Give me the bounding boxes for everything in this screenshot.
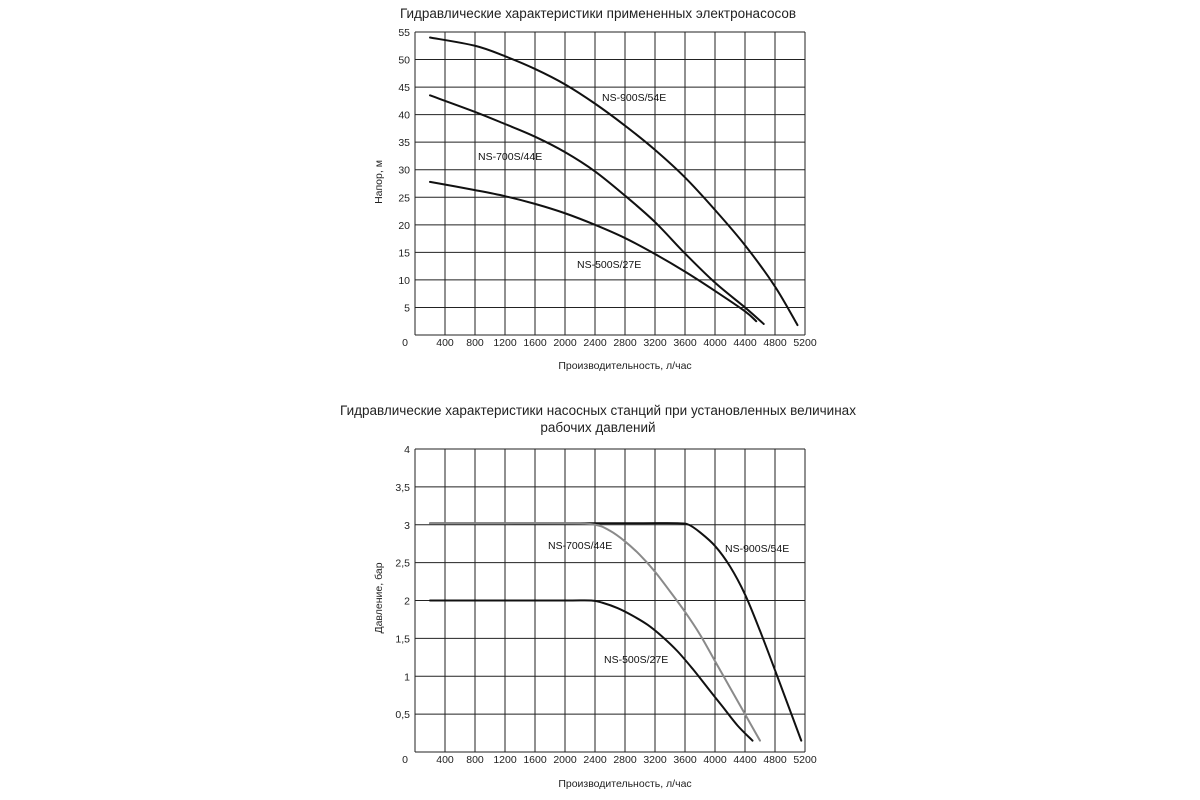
pressure-chart-y-tick-label: 3,5 <box>395 481 410 494</box>
pressure-chart-x-tick-label: 3200 <box>643 754 667 766</box>
pressure-chart-x-tick-label: 4000 <box>703 754 727 766</box>
head-chart-y-tick-label: 15 <box>398 247 410 260</box>
head-chart-x-tick-label: 1200 <box>493 337 517 349</box>
pressure-chart-y-tick-label: 1,5 <box>395 633 410 646</box>
head-chart-series-line-ns-900s-54e <box>430 38 798 326</box>
pressure-chart-x-ticks <box>436 754 817 766</box>
head-chart-x-tick-label: 1600 <box>523 337 547 349</box>
pressure-chart-y-tick-label: 3 <box>404 519 410 532</box>
pressure-chart-curves <box>430 523 801 741</box>
pressure-chart-x-tick-label: 5200 <box>793 754 817 766</box>
pressure-chart-series-line-ns-500s-27e <box>430 600 753 740</box>
head-chart-x-tick-label: 4400 <box>733 337 757 349</box>
pressure-chart-x-tick-label: 3600 <box>673 754 697 766</box>
pressure-chart-series-line-ns-900s-54e <box>430 523 801 741</box>
head-chart-y-tick-label: 40 <box>398 109 410 122</box>
pressure-chart-y-ticks <box>395 444 410 721</box>
pressure-chart-y-tick-label: 0,5 <box>395 709 410 722</box>
head-chart-y-tick-label: 50 <box>398 54 410 67</box>
head-chart-x-tick-label: 4800 <box>763 337 787 349</box>
head-chart-title: Гидравлические характеристики примененных электронасосов <box>399 6 797 21</box>
head-chart-x-tick-label: 800 <box>466 337 484 349</box>
pressure-chart-y-tick-label: 2 <box>404 595 410 608</box>
head-chart-curves <box>430 38 798 326</box>
head-chart-series-label-ns700: NS-700S/44E <box>478 151 543 163</box>
head-chart-x-tick-label: 4000 <box>703 337 727 349</box>
head-chart-x-tick-label: 400 <box>436 337 454 349</box>
pressure-chart-x-tick-label: 4800 <box>763 754 787 766</box>
head-chart-y-tick-label: 20 <box>398 219 410 232</box>
pressure-chart-x-tick-label: 1200 <box>493 754 517 766</box>
pressure-chart-x-tick-label: 2400 <box>583 754 607 766</box>
head-chart-x-tick-label: 2400 <box>583 337 607 349</box>
head-chart-x-axis-label: Производительность, л/час <box>558 360 692 372</box>
pressure-chart-y-tick-label: 2,5 <box>395 557 410 570</box>
head-chart-y-tick-label: 30 <box>398 164 410 177</box>
head-chart-y-tick-label: 10 <box>398 274 410 287</box>
pressure-chart-x-tick-label: 2800 <box>613 754 637 766</box>
head-chart-y-ticks <box>398 27 410 314</box>
head-chart <box>373 6 817 372</box>
pressure-chart-x-axis-label: Производительность, л/час <box>558 778 692 790</box>
pressure-chart-y-axis-label: Давление, бар <box>373 562 385 634</box>
head-chart-origin-label: 0 <box>402 337 408 349</box>
head-chart-y-tick-label: 25 <box>398 192 410 205</box>
head-chart-x-tick-label: 2800 <box>613 337 637 349</box>
head-chart-y-tick-label: 35 <box>398 137 410 150</box>
head-chart-series-label-ns500: NS-500S/27E <box>577 259 642 271</box>
head-chart-x-tick-label: 3200 <box>643 337 667 349</box>
head-chart-x-tick-label: 3600 <box>673 337 697 349</box>
pressure-chart-series-label-ns500: NS-500S/27E <box>604 654 669 666</box>
head-chart-y-tick-label: 55 <box>398 27 410 39</box>
pressure-chart-series-label-ns900: NS-900S/54E <box>725 543 790 555</box>
pressure-chart-series-label-ns700: NS-700S/44E <box>548 540 613 552</box>
pressure-chart-x-tick-label: 400 <box>436 754 454 766</box>
head-chart-series-label-ns900: NS-900S/54E <box>602 92 667 104</box>
head-chart-y-axis-label: Напор, м <box>373 160 385 204</box>
pressure-chart-x-tick-label: 4400 <box>733 754 757 766</box>
head-chart-y-tick-label: 5 <box>404 302 410 315</box>
pressure-chart-x-tick-label: 2000 <box>553 754 577 766</box>
head-chart-x-tick-label: 2000 <box>553 337 577 349</box>
head-chart-x-tick-label: 5200 <box>793 337 817 349</box>
head-chart-y-tick-label: 45 <box>398 82 410 95</box>
head-chart-x-ticks <box>436 337 817 349</box>
pressure-chart-x-tick-label: 800 <box>466 754 484 766</box>
pressure-chart-origin-label: 0 <box>402 754 408 766</box>
pressure-chart-y-tick-label: 1 <box>404 671 410 684</box>
pressure-chart-x-tick-label: 1600 <box>523 754 547 766</box>
pressure-chart-y-tick-label: 4 <box>404 444 410 456</box>
pressure-chart <box>340 403 856 790</box>
pressure-chart-title-line-2: рабочих давлений <box>540 420 656 435</box>
pressure-chart-title-line-1: Гидравлические характеристики насосных станций при установленных величинах <box>340 403 856 418</box>
